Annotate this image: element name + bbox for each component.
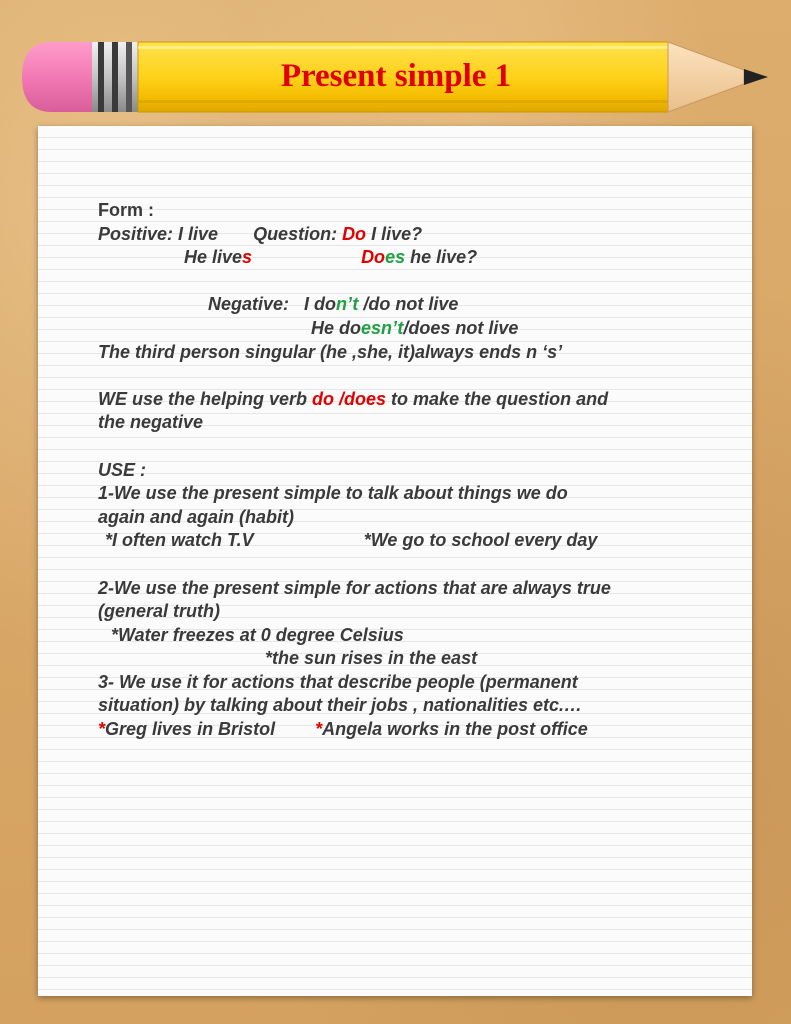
positive-label: Positive: [98, 223, 179, 244]
example-3b: Angela works in the post office [322, 719, 588, 740]
example-3a-star: * [98, 719, 106, 740]
use-heading: USE : [98, 459, 147, 480]
pencil-banner [22, 40, 770, 114]
blank-line [98, 435, 738, 459]
rule-1-line-1: 1-We use the present simple to talk about things we do [98, 483, 568, 504]
helping-verb-words: do /does [312, 388, 387, 409]
page-title: Present simple 1 [280, 58, 512, 94]
positive-example-2-base: He live [184, 247, 243, 268]
negative-label: Negative: [208, 294, 305, 315]
positive-example-1: I live [178, 223, 219, 244]
helping-verb-pre: WE use the helping verb [98, 388, 313, 409]
negative-example-1-base: I do [304, 294, 337, 315]
positive-line-1 [98, 223, 738, 247]
example-3b-star: * [315, 719, 323, 740]
rule-3-line-1: 3- We use it for actions that describe people (permanent [98, 671, 578, 692]
example-1a: *I often watch T.V [105, 530, 254, 551]
question-example-2-rest: he live? [405, 247, 478, 268]
rule-2-line-1: 2-We use the present simple for actions that are always true [98, 577, 611, 598]
negative-line-2 [98, 317, 738, 341]
example-3a: Greg lives in Bristol [105, 719, 276, 740]
form-heading: Form : [98, 200, 154, 220]
negative-example-2-base: He do [311, 317, 362, 338]
blank-line [98, 364, 738, 388]
rule-1-line-2: again and again (habit) [98, 506, 295, 527]
negative-example-1-ending: n’t [336, 294, 359, 315]
question-aux-does-ending: es [385, 247, 406, 268]
example-2a: *Water freezes at 0 degree Celsius [111, 624, 404, 645]
helping-verb-post: to make the question and [386, 388, 609, 409]
example-2b: *the sun rises in the east [265, 648, 478, 669]
question-label: Question: [253, 223, 343, 244]
negative-example-2-rest: /does not live [403, 317, 519, 338]
negative-line-1 [98, 293, 738, 317]
negative-example-1-rest: /do not live [358, 294, 459, 315]
question-aux-do: Do [342, 223, 367, 244]
rule-3-examples [98, 718, 738, 742]
blank-line [98, 270, 738, 294]
negative-example-2-ending: esn’t [361, 317, 404, 338]
rule-2-example-a [98, 624, 738, 648]
question-example-1-rest: I live? [366, 223, 423, 244]
question-aux-does-base: Do [361, 247, 386, 268]
example-1b: *We go to school every day [363, 530, 598, 551]
third-person-note: The third person singular (he ,she, it)always ends n ‘s’ [98, 341, 563, 362]
helping-verb-line-2: the negative [98, 412, 204, 433]
rule-3-line-2: situation) by talking about their jobs , nationalities etc.… [98, 695, 583, 716]
lesson-content [98, 199, 738, 742]
rule-2-example-b [98, 647, 738, 671]
rule-2-line-2: (general truth) [98, 601, 221, 622]
positive-line-2 [98, 246, 738, 270]
helping-verb-line-1 [98, 388, 738, 412]
positive-example-2-ending: s [242, 247, 253, 268]
rule-1-examples [98, 529, 738, 553]
blank-line [98, 553, 738, 577]
